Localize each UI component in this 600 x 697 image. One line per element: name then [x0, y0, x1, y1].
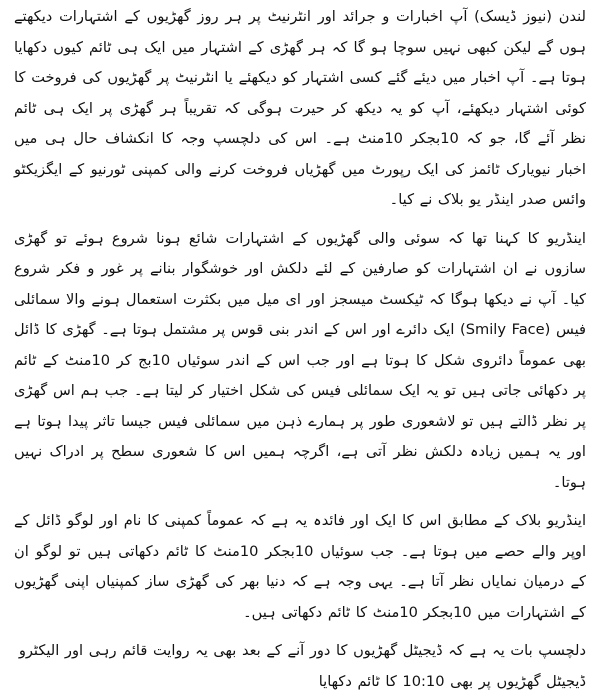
- paragraph-smiley-face: اینڈریو کا کہنا تھا کہ سوئی والی گھڑیوں کے اشتہارات شائع ہونا شروع ہوئے تو گھڑی سازوں نے ان اشتہارات کو صارفین کے لئے دلکش اور خوشگوار بنانے پر غور و فکر شروع کیا۔ آپ نے دیکھا ہوگا کہ ٹیکسٹ میسجز اور ای میل میں بکثرت استعمال ہونے والا سمائلی فیس (Smily Face) ایک دائرے اور اس کے اندر بنی قوس پر مشتمل ہوتا ہے۔ گھڑی کا ڈائل بھی عموماً دائروی شکل کا ہوتا ہے اور جب اس کے اندر سوئیاں 10بج کر 10منٹ کے ٹائم پر دکھائی جاتی ہیں تو یہ ایک سمائلی فیس کی شکل اختیار کر لیتا ہے۔ جب ہم اس گھڑی پر نظر ڈالتے ہیں تو لاشعوری طور پر ہمارے ذہن میں سمائلی فیس جیسا تاثر پیدا ہوتا ہے اور یہ ہمیں زیادہ دلکش نظر آتی ہے، اگرچہ ہمیں اس کا شعوری سطح پر ادراک نہیں ہوتا۔: [14, 229, 587, 491]
- paragraph-logo-visibility: اینڈریو بلاک کے مطابق اس کا ایک اور فائدہ یہ ہے کہ عموماً کمپنی کا نام اور لوگو ڈائل کے اوپر والے حصے میں ہوتا ہے۔ جب سوئیاں 10بجکر 10منٹ کا ٹائم دکھاتی ہیں تو لوگو ان کے درمیان نمایاں نظر آتا ہے۔ یہی وجہ ہے کہ دنیا بھر کی گھڑی ساز کمپنیاں اپنی گھڑیوں کے اشتہارات میں 10بجکر 10منٹ کا ٹائم دکھاتی ہیں۔: [14, 512, 586, 621]
- paragraph-intro: لندن (نیوز ڈیسک) آپ اخبارات و جرائد اور انٹرنیٹ پر ہر روز گھڑیوں کے اشتہارات دیکھتے ہوں گے لیکن کبھی نہیں سوچا ہو گا کہ ہر گھڑی کے اشتہار میں ایک ہی ٹائم کیوں دکھایا ہوتا ہے۔ آپ اخبار میں دیئے گئے کسی اشتہار کو دیکھئے یا انٹرنیٹ پر گھڑیوں کی فروخت کا کوئی اشتہار دیکھئے، آپ کو یہ دیکھ کر حیرت ہوگی کہ تقریباً ہر گھڑی پر ایک ہی ٹائم نظر آئے گا، جو کہ 10بجکر 10منٹ ہے۔ اس کی دلچسپ وجہ کا انکشاف حال ہی میں اخبار نیویارک ٹائمز کی ایک رپورٹ میں گھڑیاں فروخت کرنے والی کمپنی ٹورنیو کے ایگزیکٹو وائس صدر اینڈر یو بلاک نے کیا۔: [14, 8, 586, 208]
- paragraph-digital-watches: دلچسپ بات یہ ہے کہ ڈیجیٹل گھڑیوں کا دور آنے کے بعد بھی یہ روایت قائم رہی اور الیکٹرو ڈیجیٹل گھڑیوں پر بھی 10:10 کا ٹائم دکھایا: [18, 642, 586, 690]
